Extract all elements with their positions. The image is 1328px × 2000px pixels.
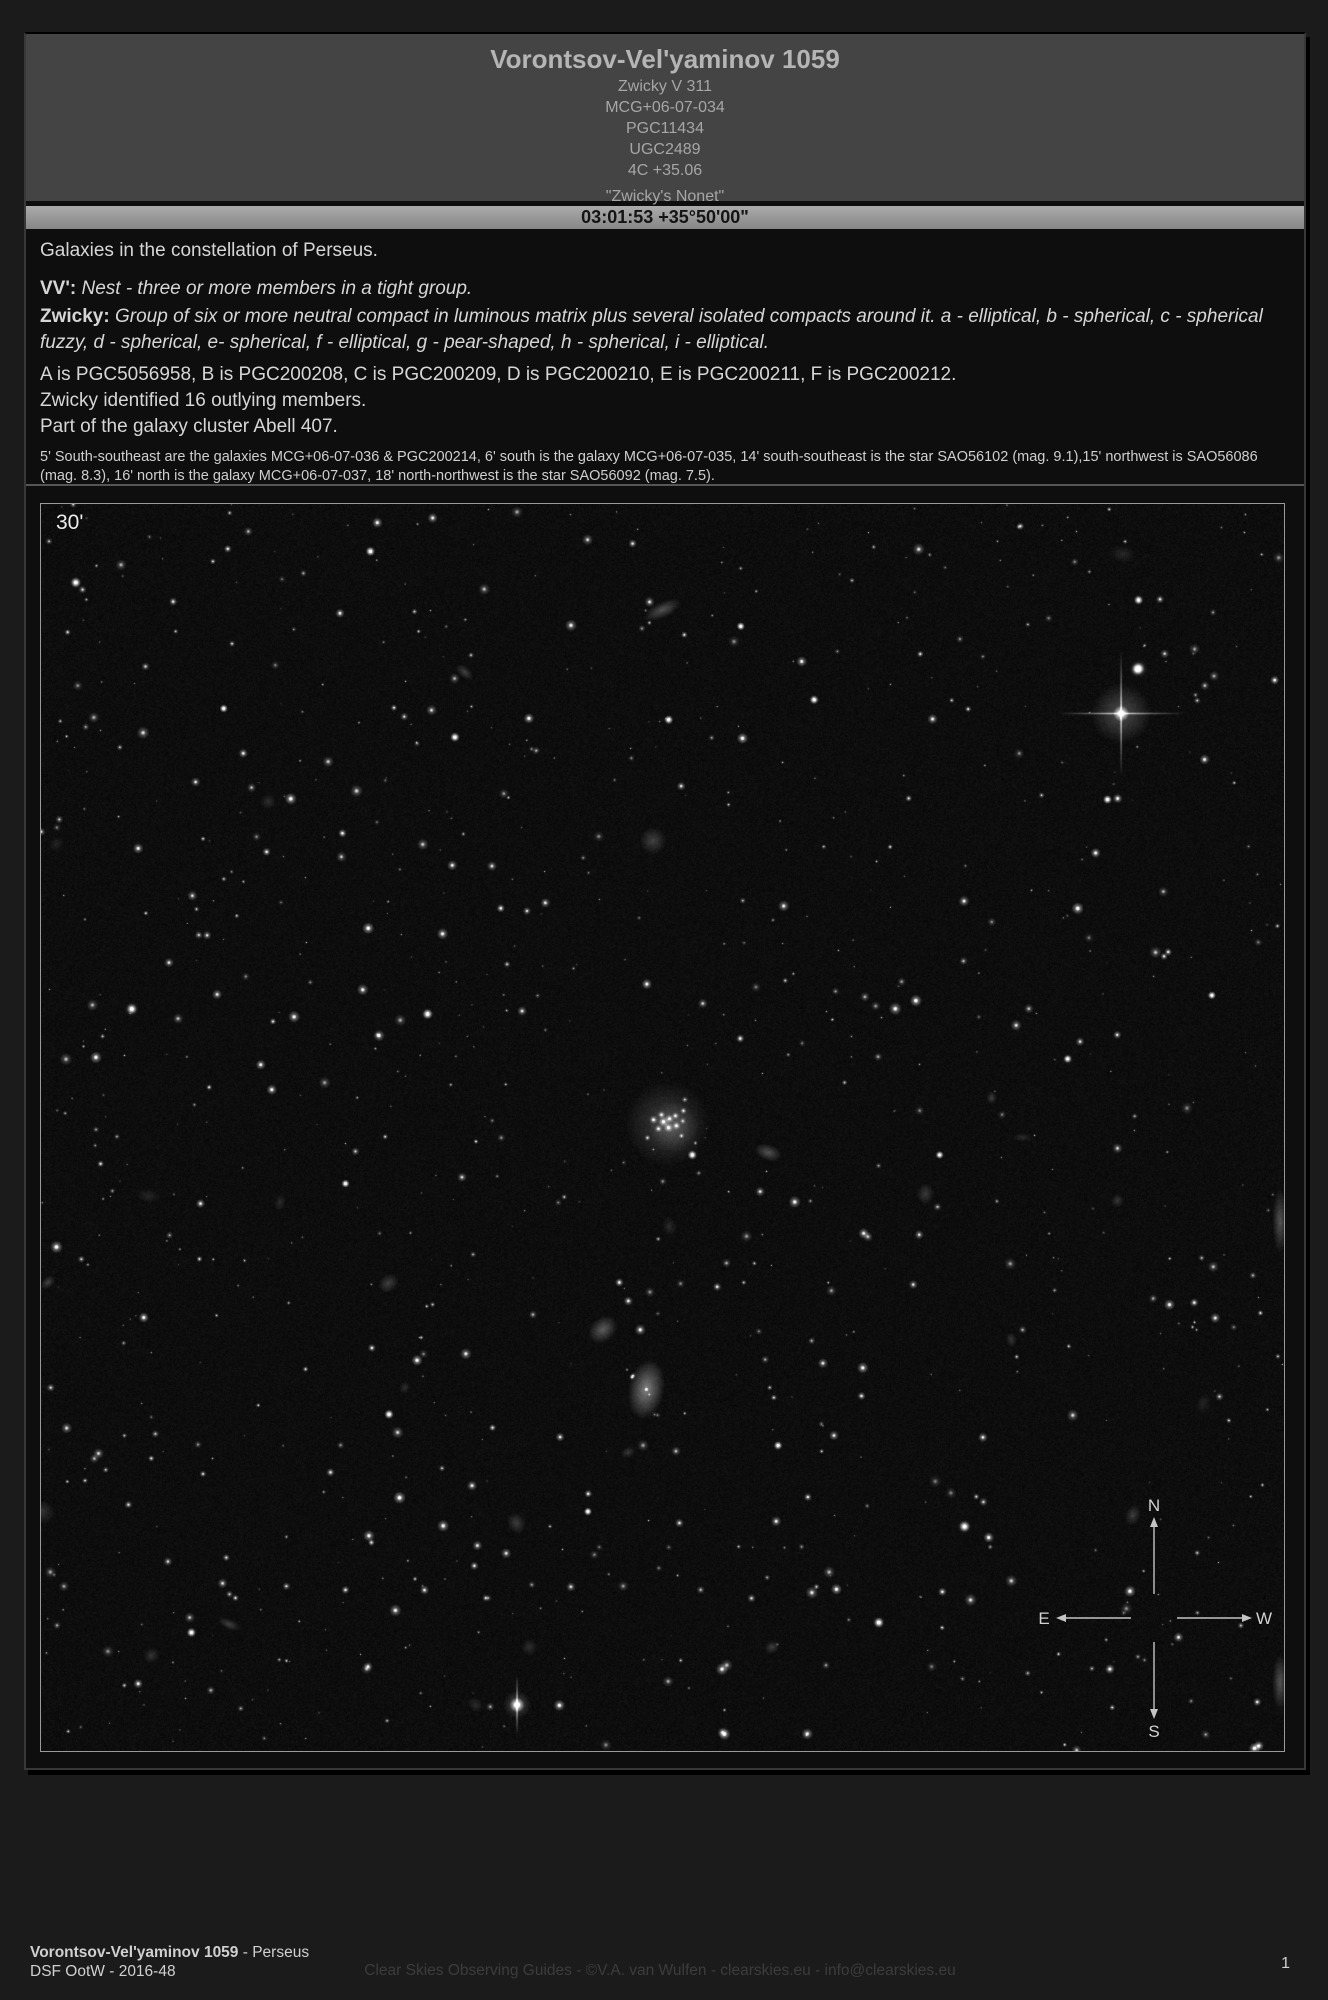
vv-definition xyxy=(40,276,1290,302)
outlying-line: Zwicky identified 16 outlying members. xyxy=(40,390,367,411)
designation-pgc: PGC11434 xyxy=(626,120,704,137)
designation-ugc: UGC2489 xyxy=(629,141,701,158)
footer-object-name: Vorontsov-Vel'yaminov 1059 xyxy=(30,1944,239,1961)
nearby-objects-note: 5' South-southeast are the galaxies MCG+06-07-036 & PGC200214, 6' south is the galaxy MCG+06-07-035, 14' south-southeast is the star SAO56102 (mag. 9.1),15' northwest is SAO56086 (mag. 8.3), 16' north is the galaxy MCG+06-07-037, 18' north-northwest is the star SAO56092 (mag. 7.5). xyxy=(40,449,1258,484)
compass-label-south: S xyxy=(1148,1722,1160,1741)
object-header xyxy=(26,34,1304,205)
compass-label-west: W xyxy=(1255,1609,1273,1628)
cluster-line: Part of the galaxy cluster Abell 407. xyxy=(40,416,338,437)
footer-edition: DSF OotW - 2016-48 xyxy=(30,1963,176,1980)
designation-4c: 4C +35.06 xyxy=(627,162,703,179)
compass-label-east: E xyxy=(1038,1609,1050,1628)
designation-zwicky: Zwicky V 311 xyxy=(618,78,712,95)
members-line: A is PGC5056958, B is PGC200208, C is PGC200209, D is PGC200210, E is PGC200211, F is PGC200212. xyxy=(40,364,957,385)
north-arrowhead xyxy=(1150,1517,1158,1527)
compass-rose xyxy=(1034,1493,1274,1743)
intro-line: Galaxies in the constellation of Perseus. xyxy=(40,240,378,261)
south-arrowhead xyxy=(1150,1709,1158,1719)
vv-text: Nest - three or more members in a tight group. xyxy=(76,278,473,299)
east-arrowhead xyxy=(1056,1614,1066,1622)
starfield-image xyxy=(40,503,1285,1752)
zwicky-text: Group of six or more neutral compact in luminous matrix plus several isolated compacts around it. a - elliptical, b - spherical, c - spherical fuzzy, d - spherical, e- spherical, f - elliptical, g - pear-shaped, h - spherical, i - elliptical. xyxy=(40,306,1263,353)
compass-label-north: N xyxy=(1147,1496,1161,1515)
footer-object-line xyxy=(30,1943,1290,1962)
object-title: Vorontsov-Vel'yaminov 1059 xyxy=(490,44,840,74)
description-section xyxy=(26,232,1304,486)
footer-credit: Clear Skies Observing Guides - ©V.A. van Wulfen - clearskies.eu - info@clearskies.eu xyxy=(364,1962,956,1979)
coordinates-text: 03:01:53 +35°50'00" xyxy=(581,207,749,227)
west-arrowhead xyxy=(1242,1614,1252,1622)
coordinates-bar xyxy=(26,206,1304,229)
field-scale-label: 30' xyxy=(56,511,84,534)
zwicky-definition xyxy=(40,304,1290,356)
content-box xyxy=(24,32,1306,1770)
zwicky-term: Zwicky: xyxy=(40,306,110,327)
starfield-area xyxy=(26,488,1304,1768)
footer-constellation: - Perseus xyxy=(238,1944,310,1961)
object-nickname: "Zwicky's Nonet" xyxy=(605,188,725,205)
page-footer xyxy=(30,1943,1290,1987)
designation-mcg: MCG+06-07-034 xyxy=(605,99,725,116)
page-number: 1 xyxy=(1281,1955,1290,1972)
vv-term: VV': xyxy=(40,278,77,299)
